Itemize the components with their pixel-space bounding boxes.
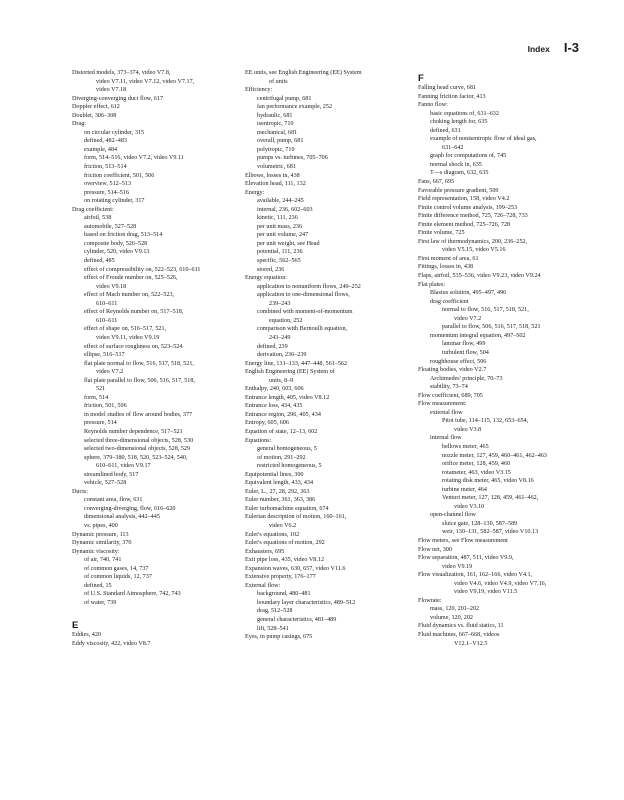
index-entry: Euler number, 361, 363, 386 <box>245 497 316 504</box>
index-entry: Floating bodies, video V2.7 <box>418 367 487 374</box>
index-subentry: boundary layer characteristics, 489–512 <box>257 599 356 606</box>
index-subentry: defined, 631 <box>430 127 461 134</box>
index-entry: Finite difference method, 725, 726–728, 733 <box>418 213 528 220</box>
index-subentry: defined, 239 <box>257 343 288 350</box>
index-subentry: overall, pump, 681 <box>257 138 304 145</box>
index-entry: Flow separation, 487, 511, video V9.9, <box>418 555 514 562</box>
index-subentry: drag, 512–528 <box>257 608 293 615</box>
index-subentry: effect of compressibility on, 522–523, 610–611 <box>84 266 201 273</box>
index-subentry: friction coefficient, 501, 506 <box>84 172 155 179</box>
index-entry: Exhausters, 695 <box>245 548 285 555</box>
index-subentry: T—s diagram, 632, 635 <box>430 170 489 177</box>
index-entry: Finite volume, 725 <box>418 230 465 237</box>
index-subentry: on rotating cylinder, 317 <box>84 198 145 205</box>
index-subentry: video V9.11, video V9.19 <box>96 334 160 341</box>
index-subentry: Pitot tube, 114–115, 132, 653–654, <box>442 418 529 425</box>
index-entry: Flaps, airfoil, 535–536, video V9.23, video V9.24 <box>418 273 541 280</box>
index-entry: Equipotential lines, 300 <box>245 471 304 478</box>
index-subentry: comparison with Bernoulli equation, <box>257 326 348 333</box>
index-subentry: video V3.8 <box>454 426 482 433</box>
index-entry: Exit pipe loss, 435, video V8.12 <box>245 557 325 564</box>
index-subentry: available, 244–245 <box>257 198 304 205</box>
index-subentry: video V7.18 <box>96 87 127 94</box>
index-subentry: sphere, 379–380, 518, 520, 523–524, 540, <box>84 454 188 461</box>
index-subentry: specific, 562–565 <box>257 258 301 265</box>
index-entry: Flowrate: <box>418 597 442 604</box>
index-entry: Fluid machines, 667–668, videos <box>418 632 500 638</box>
index-entry: Field representation, 158, video V4.2 <box>418 196 510 203</box>
index-subentry: selected two-dimensional objects, 528, 529 <box>84 446 191 453</box>
index-subentry: basic equations of, 631–632 <box>430 110 499 117</box>
index-subentry: of common liquids, 12, 737 <box>84 574 152 581</box>
index-entry: Elevation head, 111, 132 <box>245 181 306 188</box>
index-subentry: potential, 111, 236 <box>257 249 303 256</box>
index-entry: Flow meters, see Flow measurement <box>418 537 508 544</box>
index-subentry: airfoil, 538 <box>84 215 112 222</box>
section-letter: F <box>418 73 424 84</box>
index-subentry: video V9.18 <box>96 283 127 290</box>
index-column-3 <box>418 69 598 648</box>
index-subentry: isentropic, 710 <box>257 121 294 128</box>
index-subentry: combined with moment-of-momentum <box>257 309 353 316</box>
index-subentry: effect of Reynolds number on, 517–518, <box>84 309 184 316</box>
index-subentry: video V7.2 <box>454 315 482 322</box>
index-subentry: polytropic, 710 <box>257 146 295 153</box>
index-entry: Entrance loss, 434, 435 <box>245 403 303 410</box>
index-subentry: pressure, 514–516 <box>84 189 130 196</box>
index-subentry: choking length for, 635 <box>430 119 488 126</box>
index-subentry: friction, 513–514 <box>84 164 127 171</box>
index-entry: Equation of state, 12–13, 602 <box>245 428 318 435</box>
index-subentry: converging-diverging, flow, 616–620 <box>84 505 176 512</box>
index-entry: Equivalent length, 433, 434 <box>245 480 314 487</box>
index-subentry: equation, 252 <box>269 317 303 324</box>
index-column-2 <box>245 69 415 642</box>
index-subentry: video V7.2 <box>96 369 124 376</box>
index-entry: EE units, see English Engineering (EE) System <box>245 70 362 76</box>
index-subentry: internal flow <box>430 435 462 442</box>
index-subentry: lift, 528–541 <box>257 625 289 632</box>
index-entry: Finite control volume analysis, 199–253 <box>418 204 518 211</box>
index-entry: Doublet, 306–308 <box>72 112 117 119</box>
index-subentry: effect of Froude number on, 525–526, <box>84 275 178 282</box>
index-subentry: pumps vs. turbines, 705–706 <box>257 155 328 162</box>
index-subentry: normal shock in, 635 <box>430 161 482 168</box>
page-number: I-3 <box>563 40 579 55</box>
index-entry: Fittings, losses in, 438 <box>418 264 474 271</box>
index-subentry: volume, 120, 202 <box>430 614 473 621</box>
index-entry: Fans, 667, 695 <box>418 179 455 186</box>
index-subentry: graph for computations of, 745 <box>430 153 507 160</box>
index-subentry: on circular cylinder, 315 <box>84 129 145 136</box>
index-entry: Euler's equations, 102 <box>245 531 300 538</box>
index-subentry: volumetric, 681 <box>257 164 296 171</box>
index-subentry: momentum integral equation, 497–502 <box>430 332 526 339</box>
index-entry: Eyes, in pump casings, 675 <box>245 634 313 641</box>
index-entry: Eddies, 420 <box>72 632 101 638</box>
index-subentry: defined, 15 <box>84 582 112 589</box>
index-subentry: per unit mass, 236 <box>257 223 303 230</box>
index-entry: Euler turbomachine equation, 674 <box>245 505 329 512</box>
index-subentry: per unit weight, see Head <box>257 240 320 247</box>
index-entry: Equations: <box>245 437 272 444</box>
index-entry: Finite element method, 725–726, 728 <box>418 221 511 228</box>
index-subentry: of common gases, 14, 737 <box>84 565 149 572</box>
index-subentry: cylinder, 520, video V9.13 <box>84 249 150 256</box>
index-subentry: internal, 236, 602–603 <box>257 206 313 213</box>
index-subentry: pressure, 514 <box>84 420 117 427</box>
index-subentry: of water, 739 <box>84 599 117 606</box>
index-subentry: flat plate parallel to flow, 506, 516, 517, 518, <box>84 377 195 384</box>
index-subentry: sluice gate, 128–130, 587–589 <box>442 520 518 527</box>
index-subentry: external flow <box>430 409 463 416</box>
index-subentry: example, 484 <box>84 146 118 153</box>
index-entry: Drag: <box>72 121 86 128</box>
index-subentry: hydraulic, 681 <box>257 112 293 119</box>
index-subentry: V12.1–V12.5 <box>454 640 488 647</box>
index-subentry: mechanical, 681 <box>257 129 298 136</box>
index-subentry: normal to flow, 516, 517, 518, 521, <box>442 307 529 314</box>
index-subentry: defined, 482–483 <box>84 138 127 145</box>
index-subentry: video V9.19, video V11.5 <box>454 589 518 596</box>
index-subentry: application to one-dimensional flows, <box>257 292 350 299</box>
index-entry: Ducts: <box>72 488 89 495</box>
index-entry: First law of thermodynamics, 200, 236–252, <box>418 238 528 245</box>
index-subentry: vs. pipes, 400 <box>84 522 118 529</box>
index-subentry: video V5.15, video V5.16 <box>442 247 506 254</box>
index-subentry: general characteristics, 481–489 <box>257 617 337 623</box>
index-subentry: Reynolds number dependence, 517–521 <box>84 428 183 435</box>
index-entry: Energy: <box>245 189 265 196</box>
index-subentry: dimensional analysis, 442–445 <box>84 514 160 521</box>
index-entry: Entrance length, 405, video V8.12 <box>245 394 330 401</box>
index-subentry: application to nonuniform flows, 249–252 <box>257 283 361 290</box>
index-subentry: 243–249 <box>269 334 291 341</box>
index-subentry: effect of shape on, 516–517, 521, <box>84 326 167 333</box>
index-subentry: stability, 73–74 <box>430 384 468 391</box>
index-entry: Flow visualization, 161, 162–166, video V4.1, <box>418 572 533 579</box>
index-entry: Drag coefficient: <box>72 206 114 213</box>
index-subentry: 610–611 <box>96 317 118 324</box>
index-subentry: rotameter, 463, video V3.15 <box>442 469 511 476</box>
section-letter: E <box>72 620 79 631</box>
page-header <box>528 40 579 55</box>
index-entry: Dynamic similarity, 370 <box>72 540 132 547</box>
index-subentry: 521 <box>96 386 106 393</box>
index-entry: Flow measurement: <box>418 401 467 408</box>
index-subentry: per unit volume, 247 <box>257 232 309 239</box>
index-entry: English Engineering (EE) System of <box>245 369 335 376</box>
index-subentry: laminar flow, 499 <box>442 341 486 348</box>
index-subentry: drag coefficient <box>430 298 469 305</box>
index-subentry: general homogeneous, 5 <box>257 446 317 453</box>
index-entry: Flow coefficient, 689, 705 <box>418 392 483 399</box>
index-subentry: weir, 130–131, 582–587, video V10.13 <box>442 529 539 536</box>
index-subentry: of U.S. Standard Atmosphere, 742, 743 <box>84 591 181 598</box>
index-subentry: Archimedes' principle, 70–73 <box>430 375 503 382</box>
index-subentry: video V6.2 <box>269 522 297 529</box>
index-entry: External flow: <box>245 582 281 589</box>
index-column-1 <box>72 69 242 648</box>
index-entry: Falling head curve, 681 <box>418 85 476 91</box>
index-entry: Doppler effect, 612 <box>72 104 120 111</box>
index-subentry: stored, 236 <box>257 266 285 273</box>
index-subentry: video V7.11, video V7.12, video V7.17, <box>96 78 195 85</box>
index-subentry: composite body, 526–528 <box>84 240 148 247</box>
index-subentry: vehicle, 527–528 <box>84 480 127 487</box>
index-subentry: form, 514–516, video V7.2, video V9.11 <box>84 155 184 162</box>
index-subentry: orifice meter, 128, 459, 460 <box>442 461 511 468</box>
index-subentry: video V9.19 <box>442 563 473 570</box>
index-subentry: of air, 740, 741 <box>84 557 122 564</box>
index-subentry: fan performance example, 252 <box>257 104 333 111</box>
index-subentry: bellows meter, 465 <box>442 443 489 450</box>
header-word: Index <box>527 44 550 54</box>
index-entry: Fanning friction factor, 413 <box>418 93 486 100</box>
index-entry: Fluid dynamics vs. fluid statics, 11 <box>418 623 504 630</box>
index-subentry: turbine meter, 464 <box>442 486 487 493</box>
index-entry: Distorted models, 373–374, video V7.8, <box>72 70 171 76</box>
index-entry: Entrance region, 296, 405, 434 <box>245 411 321 418</box>
index-entry: Euler's equations of motion, 292 <box>245 540 325 547</box>
index-entry: Euler, L., 27, 28, 292, 363 <box>245 488 310 495</box>
index-entry: First moment of area, 61 <box>418 255 479 262</box>
index-subentry: overview, 512–513 <box>84 181 132 188</box>
index-subentry: mass, 120, 201–202 <box>430 606 480 613</box>
index-entry: Eulerian description of motion, 160–161, <box>245 514 347 521</box>
index-subentry: defined, 485 <box>84 258 115 265</box>
index-subentry: nozzle meter, 127, 459, 460–461, 462–463 <box>442 452 547 459</box>
index-subentry: open-channel flow <box>430 512 476 519</box>
index-subentry: rotating disk meter, 465, video V8.16 <box>442 478 534 485</box>
index-subentry: Blasius solution, 495–497, 496 <box>430 290 507 297</box>
index-entry: Favorable pressure gradient, 509 <box>418 187 499 194</box>
index-subentry: units, 8–9 <box>269 377 294 384</box>
index-subentry: form, 514 <box>84 394 109 401</box>
index-entry: Entropy, 605, 606 <box>245 420 289 427</box>
index-entry: Diverging-converging duct flow, 617 <box>72 95 164 102</box>
index-subentry: based on friction drag, 513–514 <box>84 232 163 239</box>
index-subentry: 239–243 <box>269 300 291 307</box>
index-subentry: flat plate normal to flow, 516, 517, 518, 521, <box>84 360 194 367</box>
index-entry: Fanno flow: <box>418 102 448 109</box>
index-subentry: restricted homogeneous, 5 <box>257 463 322 470</box>
index-subentry: automobile, 527–528 <box>84 223 137 230</box>
index-subentry: video V4.6, video V4.9, video V7.16, <box>454 580 547 587</box>
index-entry: Efficiency: <box>245 87 273 94</box>
index-subentry: Venturi meter, 127, 128, 459, 461–462, <box>442 495 539 502</box>
index-subentry: parallel to flow, 506, 516, 517, 518, 521 <box>442 324 541 331</box>
index-entry: Elbows, losses in, 438 <box>245 172 300 179</box>
index-entry: Enthalpy, 240, 603, 606 <box>245 386 304 393</box>
index-subentry: example of nonisentropic flow of ideal gas, <box>430 136 537 143</box>
index-subentry: ellipse, 516–517 <box>84 352 125 359</box>
index-subentry: of units <box>269 78 288 85</box>
section-spacer <box>72 607 242 616</box>
index-subentry: friction, 501, 506 <box>84 403 127 410</box>
index-subentry: centrifugal pump, 681 <box>257 95 312 102</box>
index-entry: Dynamic pressure, 113 <box>72 531 129 538</box>
index-subentry: kinetic, 111, 236 <box>257 215 298 222</box>
index-subentry: in model studies of flow around bodies, 377 <box>84 411 193 418</box>
index-subentry: background, 480–481 <box>257 591 311 598</box>
index-entry: Expansion waves, 630, 657, video V11.6 <box>245 565 346 572</box>
index-subentry: constant area, flow, 631 <box>84 497 143 504</box>
index-subentry: 610–611 <box>96 300 118 307</box>
index-subentry: derivation, 236–239 <box>257 352 307 359</box>
index-entry: Extensive property, 176–177 <box>245 574 316 581</box>
index-subentry: video V3.10 <box>454 503 485 510</box>
index-entry: Dynamic viscosity: <box>72 548 120 555</box>
index-subentry: streamlined body, 517 <box>84 471 139 478</box>
index-subentry: 631–642 <box>442 144 464 151</box>
index-entry: Flow net, 300 <box>418 546 452 553</box>
index-entry: Energy line, 131–133, 447–448, 561–562 <box>245 360 348 367</box>
index-entry: Energy equation: <box>245 275 288 282</box>
index-subentry: effect of surface roughness on, 523–524 <box>84 343 183 350</box>
index-entry: Eddy viscosity, 422, video V8.7 <box>72 640 151 647</box>
index-subentry: effect of Mach number on, 522–523, <box>84 292 175 299</box>
index-subentry: 610–611, video V9.17 <box>96 463 151 470</box>
index-subentry: roughhouse effect, 506 <box>430 358 487 365</box>
index-subentry: turbulent flow, 504 <box>442 349 489 356</box>
index-subentry: selected three-dimensional objects, 528, 530 <box>84 437 194 444</box>
index-subentry: of motion, 291–292 <box>257 454 306 461</box>
index-entry: Flat plates: <box>418 281 446 288</box>
